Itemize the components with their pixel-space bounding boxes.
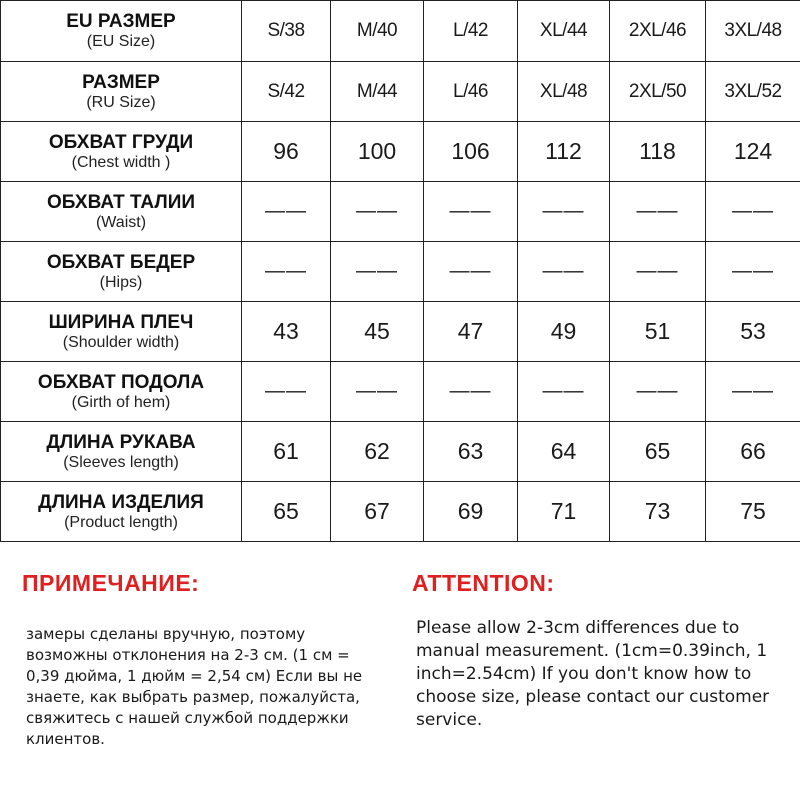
row-label-english: (Product length) xyxy=(64,513,178,531)
size-value-cell: —— xyxy=(610,182,706,242)
table-row xyxy=(1,302,800,362)
row-label-cell xyxy=(1,122,242,182)
size-value-cell: M/40 xyxy=(331,1,424,62)
size-value-cell: 65 xyxy=(610,422,706,482)
row-label-cell xyxy=(1,62,242,122)
size-value-cell: 2XL/46 xyxy=(610,1,706,62)
size-value-cell: 51 xyxy=(610,302,706,362)
size-value-cell: 45 xyxy=(331,302,424,362)
note-english xyxy=(412,570,784,732)
table-row xyxy=(1,62,800,122)
size-value-cell: L/42 xyxy=(424,1,518,62)
row-label-english: (RU Size) xyxy=(86,93,156,111)
row-label-english: (Shoulder width) xyxy=(62,333,180,351)
size-value-cell: 96 xyxy=(242,122,331,182)
row-label-russian: ОБХВАТ БЕДЕР xyxy=(46,251,196,273)
size-value-cell: —— xyxy=(706,182,800,242)
size-value-cell: 67 xyxy=(331,482,424,542)
size-value-cell: 106 xyxy=(424,122,518,182)
size-value-cell: 73 xyxy=(610,482,706,542)
size-value-cell: 3XL/48 xyxy=(706,1,800,62)
note-russian-title: ПРИМЕЧАНИЕ: xyxy=(22,570,200,596)
size-value-cell: —— xyxy=(706,362,800,422)
size-value-cell: —— xyxy=(610,362,706,422)
row-label-english: (Sleeves length) xyxy=(63,453,179,471)
size-value-cell: 71 xyxy=(518,482,610,542)
size-value-cell: —— xyxy=(706,242,800,302)
size-value-cell: —— xyxy=(424,242,518,302)
size-value-cell: 66 xyxy=(706,422,800,482)
note-russian-body: замеры сделаны вручную, поэтому возможны отклонения на 2-3 см. (1 см = 0,39 дюйма, 1 дюйм = 2,54 см) Если вы не знаете, как выбрать размер, пожалуйста, свяжитесь с нашей службой поддержки клиентов. xyxy=(26,625,363,748)
row-label-english: (Waist) xyxy=(95,213,147,231)
row-label-russian: ОБХВАТ ПОДОЛА xyxy=(37,371,205,393)
size-value-cell: 62 xyxy=(331,422,424,482)
size-value-cell: —— xyxy=(242,242,331,302)
size-value-cell: 61 xyxy=(242,422,331,482)
size-value-cell: 124 xyxy=(706,122,800,182)
size-value-cell: 65 xyxy=(242,482,331,542)
size-value-cell: M/44 xyxy=(331,62,424,122)
row-label-russian: EU РАЗМЕР xyxy=(66,11,176,32)
size-value-cell: —— xyxy=(424,182,518,242)
size-value-cell: —— xyxy=(331,242,424,302)
row-label-russian: ДЛИНА РУКАВА xyxy=(46,431,196,453)
table-row xyxy=(1,482,800,542)
size-value-cell: 118 xyxy=(610,122,706,182)
size-value-cell: 112 xyxy=(518,122,610,182)
size-value-cell: XL/48 xyxy=(518,62,610,122)
row-label-russian: РАЗМЕР xyxy=(82,71,160,93)
size-value-cell: —— xyxy=(331,182,424,242)
row-label-cell xyxy=(1,1,242,62)
size-value-cell: —— xyxy=(331,362,424,422)
table-row xyxy=(1,422,800,482)
row-label-russian: ОБХВАТ ГРУДИ xyxy=(48,131,194,153)
row-label-cell xyxy=(1,422,242,482)
row-label-russian: ОБХВАТ ТАЛИИ xyxy=(46,191,196,213)
size-value-cell: 49 xyxy=(518,302,610,362)
table-row xyxy=(1,1,800,62)
row-label-cell xyxy=(1,482,242,542)
row-label-english: (EU Size) xyxy=(86,33,156,50)
note-english-title: ATTENTION: xyxy=(412,570,555,596)
row-label-cell xyxy=(1,302,242,362)
size-value-cell: 53 xyxy=(706,302,800,362)
table-row xyxy=(1,242,800,302)
size-value-cell: —— xyxy=(518,242,610,302)
size-value-cell: S/42 xyxy=(242,62,331,122)
table-row xyxy=(1,182,800,242)
note-english-body: Please allow 2-3cm differences due to manual measurement. (1cm=0.39inch, 1 inch=2.54cm) If you don't know how to choose size, please contact our customer service. xyxy=(416,618,770,730)
size-value-cell: —— xyxy=(242,362,331,422)
size-value-cell: 100 xyxy=(331,122,424,182)
size-value-cell: L/46 xyxy=(424,62,518,122)
row-label-russian: ДЛИНА ИЗДЕЛИЯ xyxy=(38,491,204,513)
size-value-cell: 69 xyxy=(424,482,518,542)
row-label-cell xyxy=(1,362,242,422)
size-value-cell: 75 xyxy=(706,482,800,542)
size-value-cell: S/38 xyxy=(242,1,331,62)
size-value-cell: —— xyxy=(518,182,610,242)
size-value-cell: XL/44 xyxy=(518,1,610,62)
size-value-cell: 64 xyxy=(518,422,610,482)
size-value-cell: 2XL/50 xyxy=(610,62,706,122)
size-value-cell: —— xyxy=(242,182,331,242)
size-value-cell: 3XL/52 xyxy=(706,62,800,122)
size-value-cell: —— xyxy=(610,242,706,302)
row-label-russian: ШИРИНА ПЛЕЧ xyxy=(48,311,194,333)
size-value-cell: 47 xyxy=(424,302,518,362)
size-value-cell: —— xyxy=(518,362,610,422)
row-label-english: (Chest width ) xyxy=(71,153,171,171)
table-row xyxy=(1,362,800,422)
size-value-cell: 63 xyxy=(424,422,518,482)
row-label-english: (Girth of hem) xyxy=(71,393,171,411)
table-row xyxy=(1,122,800,182)
size-value-cell: —— xyxy=(424,362,518,422)
row-label-cell xyxy=(1,242,242,302)
note-russian xyxy=(22,570,382,750)
row-label-english: (Hips) xyxy=(99,273,143,291)
size-value-cell: 43 xyxy=(242,302,331,362)
row-label-cell xyxy=(1,182,242,242)
